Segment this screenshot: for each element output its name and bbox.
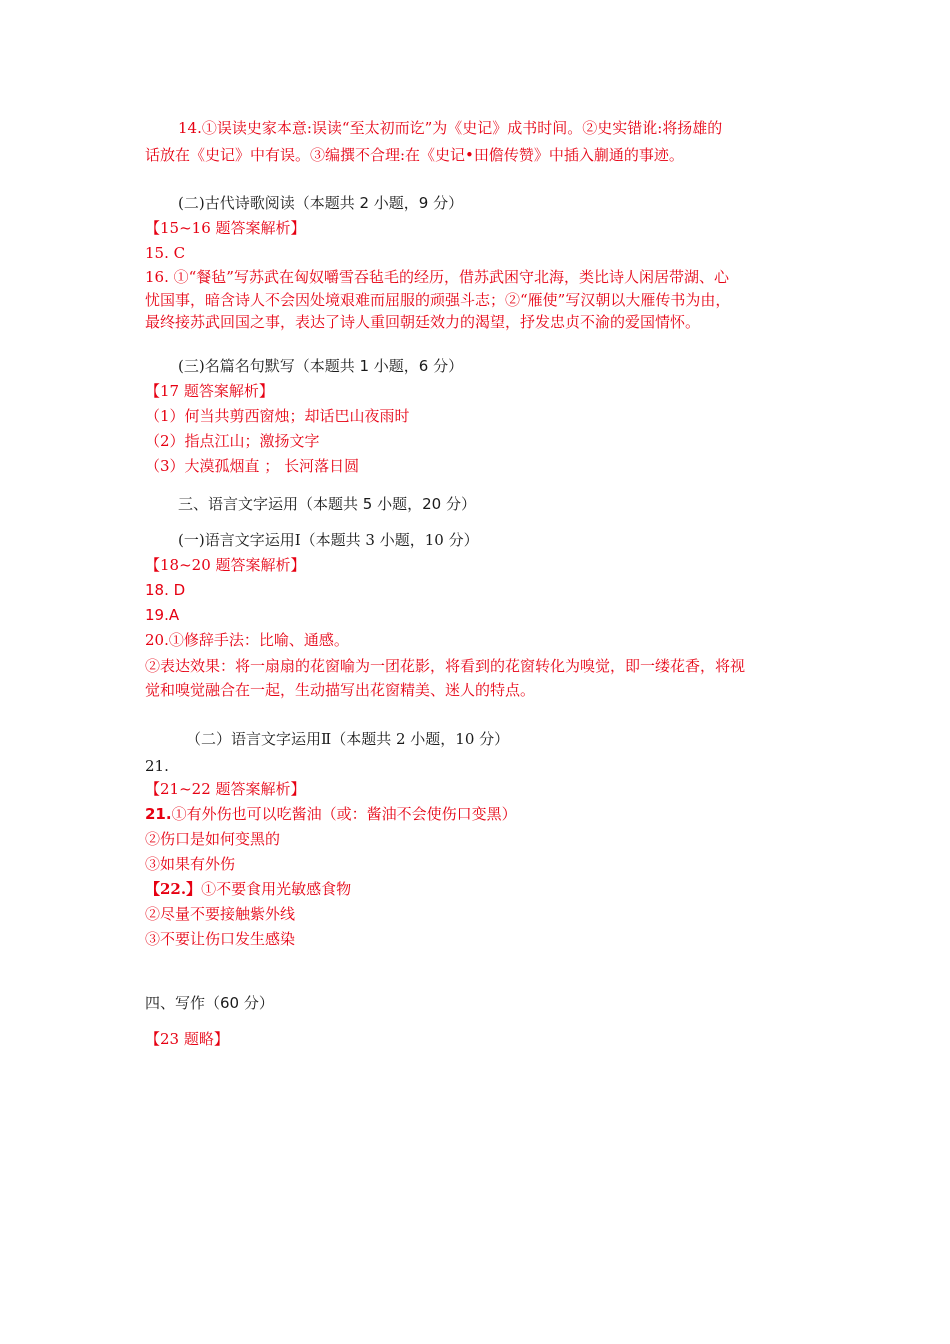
answer-21-number: 21.: [145, 805, 172, 823]
answer-20-line-2: ②表达效果：将一扇扇的花窗喻为一团花影，将看到的花窗转化为嗅觉，即一缕花香，将视: [145, 657, 746, 675]
answer-22-text-1: ①不要食用光敏感食物: [201, 880, 352, 898]
answer-17-3: （3）大漠孤烟直 ； 长河落日圆: [145, 457, 360, 475]
answer-21-line-3: ③如果有外伤: [145, 855, 236, 873]
section-heading-poetry-score: （本题共 2 小题，9 分）: [294, 194, 464, 212]
bracket-15-16: 【15~16 题答案解析】: [145, 219, 306, 237]
section-heading-language-score: （本题共 5 小题，20 分）: [298, 495, 476, 513]
answer-17-2: （2）指点江山；激扬文字: [145, 432, 320, 450]
answer-21-text-1: ①有外伤也可以吃酱油（或：酱油不会使伤口变黑）: [171, 805, 517, 823]
subsection-heading-language-2: （二）语言文字运用Ⅱ（本题共 2 小题，10 分）: [186, 730, 510, 748]
bracket-17: 【17 题答案解析】: [145, 382, 274, 400]
section-heading-writing-score: （60 分）: [205, 994, 274, 1012]
answer-14-line-1: 14.①误读史家本意:误读“至太初而讫”为《史记》成书时间。②史实错讹:将扬雄的: [178, 119, 723, 137]
answer-21-line-2: ②伤口是如何变黑的: [145, 830, 281, 848]
section-heading-writing-title: 四、写作: [145, 994, 206, 1012]
answer-22-line-3: ③不要让伤口发生感染: [145, 930, 296, 948]
answer-20-line-1: 20.①修辞手法：比喻、通感。: [145, 631, 349, 649]
answer-15: 15. C: [145, 244, 186, 262]
answer-16-line-3: 最终接苏武回国之事，表达了诗人重回朝廷效力的渴望，抒发忠贞不渝的爱国情怀。: [145, 313, 701, 331]
answer-17-1: （1）何当共剪西窗烛；却话巴山夜雨时: [145, 407, 410, 425]
bracket-18-20: 【18~20 题答案解析】: [145, 556, 306, 574]
question-21-label: 21.: [145, 757, 169, 775]
answer-21-line-1: [145, 804, 517, 824]
answer-18: 18. D: [145, 581, 186, 599]
section-heading-writing: [145, 993, 274, 1013]
bracket-21-22: 【21~22 题答案解析】: [145, 780, 306, 798]
section-heading-language-title: 三、语言文字运用: [178, 495, 299, 513]
section-heading-recitation: [178, 356, 463, 376]
answer-14-line-2: 话放在《史记》中有误。③编撰不合理:在《史记•田儋传赞》中插入蒯通的事迹。: [145, 146, 684, 164]
section-heading-poetry: [178, 193, 463, 213]
answer-16-line-1: 16. ①“餐毡”写苏武在匈奴嚼雪吞毡毛的经历，借苏武困守北海，类比诗人闲居带湖、心: [145, 268, 729, 286]
section-heading-recitation-score: （本题共 1 小题，6 分）: [294, 357, 464, 375]
subsection-heading-language-1: (一)语言文字运用Ⅰ（本题共 3 小题，10 分）: [178, 531, 479, 549]
section-heading-recitation-title: (三)名篇名句默写: [178, 357, 295, 375]
answer-22-line-2: ②尽量不要接触紫外线: [145, 905, 296, 923]
answer-22-number: 【22.】: [145, 880, 202, 898]
section-heading-poetry-title: (二)古代诗歌阅读: [178, 194, 295, 212]
bracket-23: 【23 题略】: [145, 1030, 229, 1048]
answer-19: 19.A: [145, 606, 180, 624]
answer-22-line-1: [145, 879, 351, 899]
answer-20-line-3: 觉和嗅觉融合在一起，生动描写出花窗精美、迷人的特点。: [145, 681, 536, 699]
answer-16-line-2: 忧国事，暗含诗人不会因处境艰难而屈服的顽强斗志；②“雁使”写汉朝以大雁传书为由，: [145, 291, 731, 309]
section-heading-language: [178, 494, 476, 514]
